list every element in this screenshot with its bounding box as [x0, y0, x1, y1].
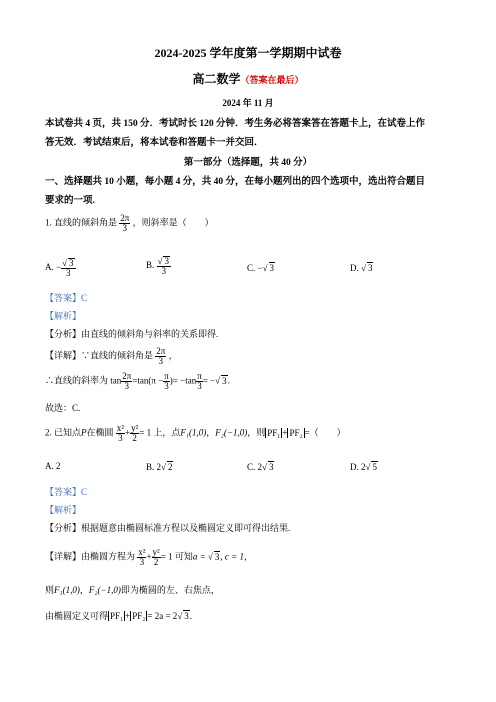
- q1-option-c: C. −√ 3: [247, 263, 275, 273]
- q2-analysis-label: 【解析】: [45, 505, 82, 515]
- q1-analysis-label: 【解析】: [45, 311, 82, 321]
- subject-name: 高二数学: [192, 72, 241, 86]
- q1-detail: 【详解】∵直线的倾斜角是 $\frac{2\pi}{3}$ ，: [45, 346, 178, 366]
- q1-angle-fraction: $\frac{2\pi}{3}$: [120, 213, 130, 233]
- part1-intro-2: 要求的一项.: [45, 196, 95, 206]
- q1-analysis: 【分析】由直线的倾斜角与斜率的关系即得.: [45, 329, 219, 339]
- q2-answer: 【答案】C: [45, 487, 88, 497]
- q2-stem: 2. 已知点P在椭圆 $\frac{\text{x²}}{3}$ + $\frac{\text{y²}}{2}$ = 1 上，点F₁(1,0)，F₂(−1,0)，则 PF₁ + PF₂ =（ ）: [45, 423, 346, 443]
- notice-line-2: 答无效．考试结束后，将本试卷和答题卡一并交回．: [45, 138, 264, 148]
- notice-line-1: 本试卷共 4 页，共 150 分．考试时长 120 分钟．考生务必将答案答在答题卡上，在试卷上作: [45, 119, 426, 129]
- q1-option-b: B. $\frac{√ 3}{3}$: [146, 256, 169, 276]
- exam-title: 2024-2025 学年度第一学期期中试卷: [154, 46, 342, 60]
- q2-option-d: D. 2√ 5: [350, 462, 377, 472]
- q2-option-b: B. 2√ 2: [146, 462, 173, 472]
- q2-definition: 由椭圆定义可得 PF₁ + PF₂ = 2a = 2√ 3.: [45, 611, 193, 621]
- q2-detail: 【详解】由椭圆方程为 $\frac{\text{x²}}{3}$ + $\frac{\text{y²}}{2}$ = 1 可知a = √ 3, c = 1，: [45, 547, 253, 567]
- q1-answer: 【答案】C: [45, 293, 88, 303]
- q2-foci: 则F₁(1,0)，F₂(−1,0)即为椭圆的左、右焦点，: [45, 585, 220, 595]
- part1-heading: 第一部分（选择题，共 40 分）: [183, 158, 313, 168]
- q1-option-d: D. √ 3: [350, 263, 373, 273]
- exam-date: 2024 年 11 月: [222, 98, 274, 108]
- part1-intro-1: 一、选择题共 10 小题，每小题 4 分，共 40 分，在每小题列出的四个选项中，选出符合题目: [45, 177, 426, 187]
- q1-slope-formula: ∴直线的斜率为 tan $\frac{2\pi}{3}$ =tan(π − $\frac{\pi}{3}$ )= −tan $\frac{\pi}{3}$ = −√ 3.: [45, 371, 230, 391]
- subject-heading: [0, 70, 496, 87]
- q2-analysis: 【分析】根据题意由椭圆标准方程以及椭圆定义即可得出结果.: [45, 523, 291, 533]
- q1-conclusion: 故选：C.: [45, 403, 81, 413]
- q2-option-a: A. 2: [45, 461, 61, 471]
- subject-note: （答案在最后）: [240, 75, 304, 85]
- q1-stem: 1. 直线的倾斜角是 $\frac{2\pi}{3}$ ，则斜率是（ ）: [45, 213, 214, 233]
- q2-option-c: C. 2√ 3: [247, 462, 274, 472]
- q1-option-a: A. − $\frac{√ 3}{3}$: [45, 258, 74, 278]
